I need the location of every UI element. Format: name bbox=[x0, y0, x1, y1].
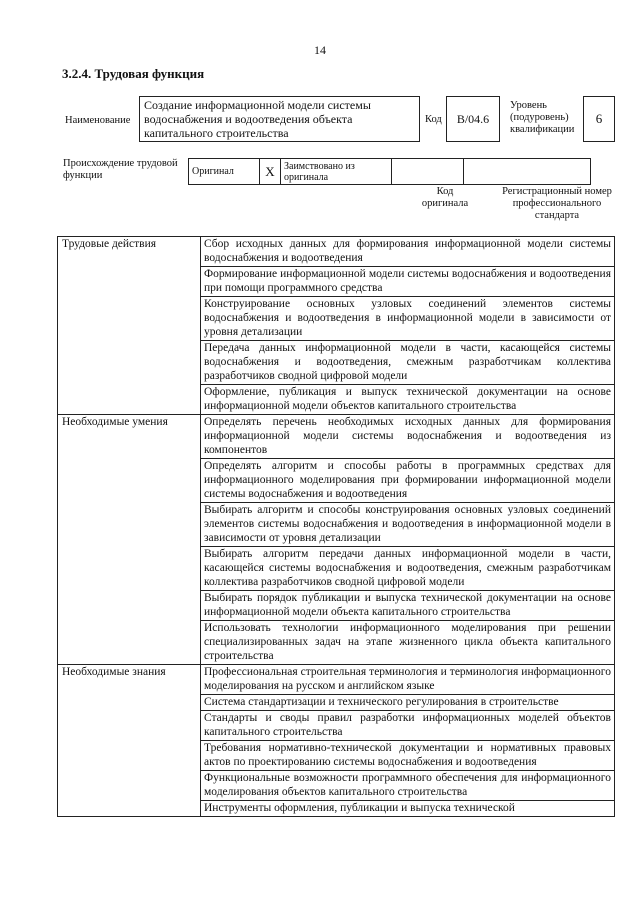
origin-table bbox=[188, 158, 591, 185]
category-required-knowledge: Необходимые знания bbox=[58, 665, 201, 817]
list-item: Определять перечень необходимых исходных данных для формирования информационной модели системы водоснабжения и водоотведения из компонентов bbox=[201, 415, 615, 459]
origin-label: Происхождение трудовой функции bbox=[63, 158, 178, 181]
list-item: Формирование информационной модели системы водоснабжения и водоотведения при помощи программного средства bbox=[201, 267, 615, 297]
list-item: Стандарты и своды правил разработки информационных моделей объектов капитального строительства bbox=[201, 711, 615, 741]
list-item: Оформление, публикация и выпуск технической документации на основе информационной модели объектов капитального строительства bbox=[201, 385, 615, 415]
list-item: Профессиональная строительная терминология и терминология информационного моделирования на русском и английском языке bbox=[201, 665, 615, 695]
list-item: Передача данных информационной модели в части, касающейся системы водоснабжения и водоотведения, смежным разработчикам коллектива разработчиков сводной цифровой модели bbox=[201, 341, 615, 385]
list-item: Требования нормативно-технической документации и нормативных правовых актов по проектированию системы водоснабжения и водоотведения bbox=[201, 741, 615, 771]
list-item: Выбирать алгоритм передачи данных информационной модели в части, касающейся системы водоснабжения и водоотведения, смежным разработчикам коллектива разработчиков сводной цифровой модели bbox=[201, 547, 615, 591]
code-label: Код bbox=[425, 114, 442, 125]
category-labor-actions: Трудовые действия bbox=[58, 237, 201, 415]
function-details-table bbox=[57, 236, 615, 817]
original-mark: X bbox=[260, 159, 281, 185]
function-name-box: Создание информационной модели системы водоснабжения и водоотведения объекта капитального строительства bbox=[139, 96, 420, 142]
category-required-skills: Необходимые умения bbox=[58, 415, 201, 665]
list-item: Система стандартизации и технического регулирования в строительстве bbox=[201, 695, 615, 711]
list-item: Конструирование основных узловых соединений элементов системы водоснабжения и водоотведения в информационной модели в зависимости от уровня детализации bbox=[201, 297, 615, 341]
registration-caption: Регистрационный номер профессионального стандарта bbox=[502, 186, 612, 221]
list-item: Определять алгоритм и способы работы в программных средствах для информационного моделирования при формировании информационной модели системы водоснабжения и водоотведения bbox=[201, 459, 615, 503]
table-row bbox=[58, 665, 615, 695]
list-item: Выбирать порядок публикации и выпуска технической документации на основе информационной модели объекта капитального строительства bbox=[201, 591, 615, 621]
list-item: Инструменты оформления, публикации и выпуска технической bbox=[201, 801, 615, 817]
name-label: Наименование bbox=[65, 115, 131, 126]
list-item: Функциональные возможности программного обеспечения для информационного моделирования объектов капитального строительства bbox=[201, 771, 615, 801]
original-cell: Оригинал bbox=[189, 159, 260, 185]
original-code-cell bbox=[392, 159, 464, 185]
list-item: Выбирать алгоритм и способы конструирования основных узловых соединений элементов системы водоснабжения и водоотведения в информационной модели в зависимости от уровня детализации bbox=[201, 503, 615, 547]
table-row bbox=[58, 237, 615, 267]
code-caption: Код оригинала bbox=[421, 186, 469, 209]
level-label: Уровень (подуровень) квалификации bbox=[510, 100, 575, 135]
section-title: 3.2.4. Трудовая функция bbox=[62, 66, 205, 81]
registration-number-cell bbox=[464, 159, 591, 185]
function-code-box: В/04.6 bbox=[446, 96, 500, 142]
qualification-level-box: 6 bbox=[583, 96, 615, 142]
table-row bbox=[58, 415, 615, 459]
page-number: 14 bbox=[314, 43, 326, 57]
list-item: Сбор исходных данных для формирования информационной модели системы водоснабжения и водоотведения bbox=[201, 237, 615, 267]
list-item: Использовать технологии информационного моделирования при решении специализированных задач на этапе жизненного цикла объекта капитального строительства bbox=[201, 621, 615, 665]
borrowed-cell: Заимствовано из оригинала bbox=[281, 159, 392, 185]
